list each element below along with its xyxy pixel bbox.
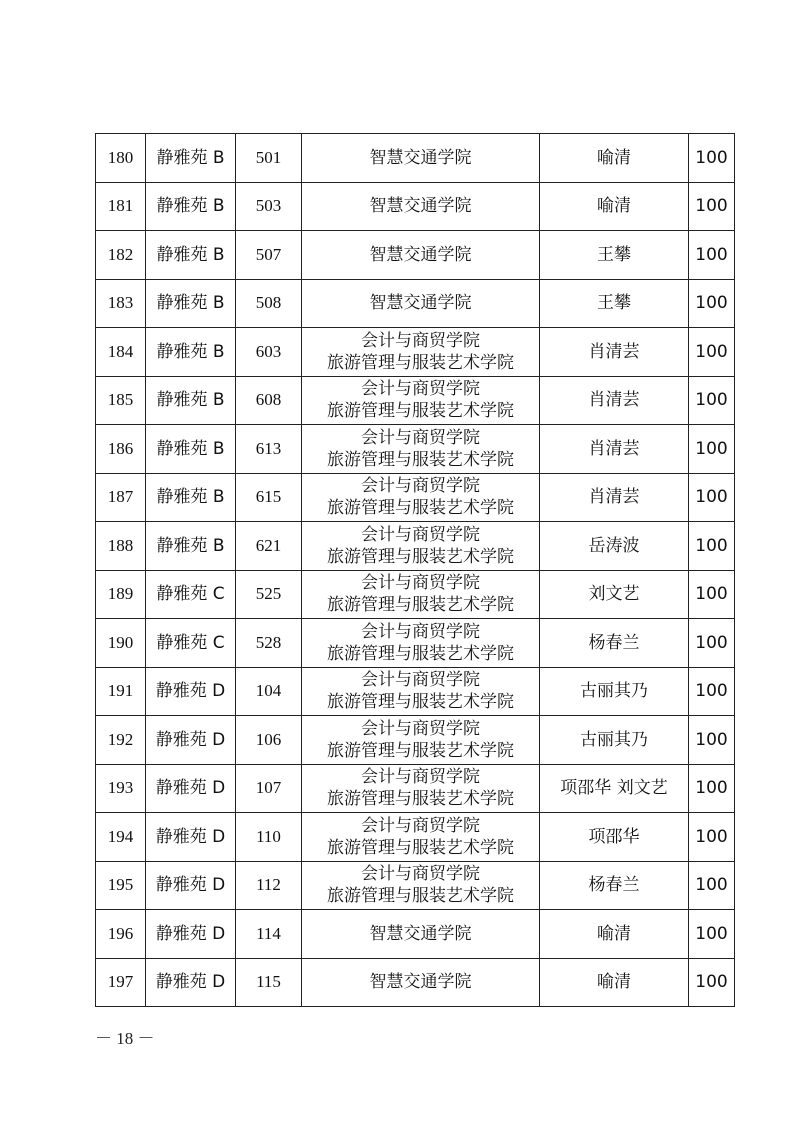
college-name: 会计与商贸学院 — [361, 670, 480, 691]
cell-room: 528 — [236, 619, 302, 668]
cell-score: 100 — [689, 376, 735, 425]
cell-college — [302, 667, 540, 716]
college-name: 智慧交通学院 — [369, 244, 472, 265]
dormitory-table — [95, 133, 735, 1007]
cell-room: 112 — [236, 861, 302, 910]
cell-college — [302, 764, 540, 813]
cell-number: 195 — [96, 861, 146, 910]
table-row — [96, 134, 735, 183]
cell-college — [302, 376, 540, 425]
college-name: 会计与商贸学院 — [361, 815, 480, 836]
cell-college — [302, 861, 540, 910]
cell-room: 114 — [236, 910, 302, 959]
cell-teacher: 肖清芸 — [540, 328, 689, 377]
cell-college — [302, 279, 540, 328]
cell-room: 525 — [236, 570, 302, 619]
college-name: 智慧交通学院 — [369, 196, 472, 217]
college-name: 旅游管理与服装艺术学院 — [327, 789, 514, 810]
cell-room: 603 — [236, 328, 302, 377]
college-name: 旅游管理与服装艺术学院 — [327, 595, 514, 616]
cell-teacher: 喻清 — [540, 958, 689, 1007]
college-name: 旅游管理与服装艺术学院 — [327, 886, 514, 907]
college-name: 旅游管理与服装艺术学院 — [327, 352, 514, 373]
college-name: 智慧交通学院 — [369, 147, 472, 168]
cell-number: 186 — [96, 425, 146, 474]
cell-building: 静雅苑 B — [146, 376, 236, 425]
cell-building: 静雅苑 B — [146, 231, 236, 280]
college-name: 旅游管理与服装艺术学院 — [327, 837, 514, 858]
college-name: 智慧交通学院 — [369, 923, 472, 944]
cell-score: 100 — [689, 764, 735, 813]
college-name: 会计与商贸学院 — [361, 427, 480, 448]
cell-teacher: 喻清 — [540, 910, 689, 959]
cell-teacher: 古丽其乃 — [540, 667, 689, 716]
cell-teacher: 项邵华 — [540, 813, 689, 862]
college-name: 会计与商贸学院 — [361, 476, 480, 497]
table-row — [96, 182, 735, 231]
table-row — [96, 376, 735, 425]
cell-college — [302, 473, 540, 522]
cell-building: 静雅苑 D — [146, 716, 236, 765]
table-row — [96, 231, 735, 280]
cell-building: 静雅苑 D — [146, 910, 236, 959]
cell-room: 613 — [236, 425, 302, 474]
cell-score: 100 — [689, 667, 735, 716]
table-row — [96, 861, 735, 910]
cell-teacher: 肖清芸 — [540, 473, 689, 522]
college-name: 旅游管理与服装艺术学院 — [327, 546, 514, 567]
cell-building: 静雅苑 B — [146, 182, 236, 231]
cell-teacher: 刘文艺 — [540, 570, 689, 619]
table-row — [96, 958, 735, 1007]
college-name: 旅游管理与服装艺术学院 — [327, 498, 514, 519]
cell-room: 110 — [236, 813, 302, 862]
cell-college — [302, 570, 540, 619]
cell-room: 503 — [236, 182, 302, 231]
cell-number: 182 — [96, 231, 146, 280]
cell-building: 静雅苑 D — [146, 667, 236, 716]
table-row — [96, 910, 735, 959]
cell-score: 100 — [689, 425, 735, 474]
cell-score: 100 — [689, 813, 735, 862]
cell-room: 107 — [236, 764, 302, 813]
cell-number: 190 — [96, 619, 146, 668]
cell-college — [302, 619, 540, 668]
cell-number: 185 — [96, 376, 146, 425]
cell-college — [302, 134, 540, 183]
cell-teacher: 肖清芸 — [540, 376, 689, 425]
college-name: 智慧交通学院 — [369, 293, 472, 314]
college-name: 旅游管理与服装艺术学院 — [327, 449, 514, 470]
page-number: － 18 － — [95, 1029, 155, 1048]
college-name: 会计与商贸学院 — [361, 330, 480, 351]
cell-college — [302, 425, 540, 474]
cell-score: 100 — [689, 958, 735, 1007]
cell-number: 184 — [96, 328, 146, 377]
cell-number: 188 — [96, 522, 146, 571]
cell-room: 501 — [236, 134, 302, 183]
cell-teacher: 项邵华 刘文艺 — [540, 764, 689, 813]
cell-teacher: 肖清芸 — [540, 425, 689, 474]
cell-college — [302, 958, 540, 1007]
college-name: 会计与商贸学院 — [361, 524, 480, 545]
table-row — [96, 425, 735, 474]
college-name: 会计与商贸学院 — [361, 864, 480, 885]
college-name: 会计与商贸学院 — [361, 573, 480, 594]
cell-score: 100 — [689, 716, 735, 765]
cell-college — [302, 813, 540, 862]
college-name: 智慧交通学院 — [369, 972, 472, 993]
cell-score: 100 — [689, 134, 735, 183]
cell-building: 静雅苑 D — [146, 764, 236, 813]
cell-room: 507 — [236, 231, 302, 280]
cell-college — [302, 716, 540, 765]
table-row — [96, 522, 735, 571]
cell-number: 193 — [96, 764, 146, 813]
college-name: 旅游管理与服装艺术学院 — [327, 643, 514, 664]
cell-teacher: 古丽其乃 — [540, 716, 689, 765]
cell-score: 100 — [689, 473, 735, 522]
cell-room: 608 — [236, 376, 302, 425]
cell-score: 100 — [689, 861, 735, 910]
cell-room: 104 — [236, 667, 302, 716]
cell-building: 静雅苑 B — [146, 425, 236, 474]
table-row — [96, 619, 735, 668]
cell-room: 615 — [236, 473, 302, 522]
cell-score: 100 — [689, 328, 735, 377]
cell-score: 100 — [689, 279, 735, 328]
cell-number: 194 — [96, 813, 146, 862]
cell-teacher: 杨春兰 — [540, 619, 689, 668]
cell-building: 静雅苑 C — [146, 619, 236, 668]
table-body — [96, 134, 735, 1007]
cell-number: 191 — [96, 667, 146, 716]
table-row — [96, 764, 735, 813]
cell-number: 180 — [96, 134, 146, 183]
cell-college — [302, 182, 540, 231]
college-name: 会计与商贸学院 — [361, 767, 480, 788]
college-name: 会计与商贸学院 — [361, 379, 480, 400]
cell-number: 192 — [96, 716, 146, 765]
table-row — [96, 570, 735, 619]
cell-teacher: 杨春兰 — [540, 861, 689, 910]
cell-building: 静雅苑 D — [146, 958, 236, 1007]
cell-college — [302, 522, 540, 571]
table-row — [96, 473, 735, 522]
cell-score: 100 — [689, 570, 735, 619]
college-name: 会计与商贸学院 — [361, 621, 480, 642]
cell-room: 508 — [236, 279, 302, 328]
cell-number: 187 — [96, 473, 146, 522]
table-row — [96, 716, 735, 765]
table-row — [96, 667, 735, 716]
table-row — [96, 813, 735, 862]
cell-score: 100 — [689, 910, 735, 959]
cell-building: 静雅苑 B — [146, 328, 236, 377]
cell-number: 197 — [96, 958, 146, 1007]
college-name: 旅游管理与服装艺术学院 — [327, 740, 514, 761]
cell-college — [302, 328, 540, 377]
cell-score: 100 — [689, 619, 735, 668]
college-name: 旅游管理与服装艺术学院 — [327, 692, 514, 713]
cell-score: 100 — [689, 182, 735, 231]
cell-building: 静雅苑 B — [146, 279, 236, 328]
table-row — [96, 279, 735, 328]
cell-score: 100 — [689, 522, 735, 571]
cell-building: 静雅苑 D — [146, 813, 236, 862]
table-row — [96, 328, 735, 377]
cell-room: 621 — [236, 522, 302, 571]
college-name: 会计与商贸学院 — [361, 718, 480, 739]
cell-teacher: 喻清 — [540, 134, 689, 183]
college-name: 旅游管理与服装艺术学院 — [327, 401, 514, 422]
cell-building: 静雅苑 C — [146, 570, 236, 619]
cell-teacher: 岳涛波 — [540, 522, 689, 571]
cell-number: 196 — [96, 910, 146, 959]
cell-score: 100 — [689, 231, 735, 280]
cell-number: 189 — [96, 570, 146, 619]
cell-number: 183 — [96, 279, 146, 328]
cell-building: 静雅苑 D — [146, 861, 236, 910]
cell-college — [302, 231, 540, 280]
cell-building: 静雅苑 B — [146, 522, 236, 571]
cell-teacher: 王攀 — [540, 231, 689, 280]
cell-teacher: 王攀 — [540, 279, 689, 328]
cell-building: 静雅苑 B — [146, 473, 236, 522]
cell-teacher: 喻清 — [540, 182, 689, 231]
cell-room: 106 — [236, 716, 302, 765]
cell-building: 静雅苑 B — [146, 134, 236, 183]
cell-number: 181 — [96, 182, 146, 231]
cell-college — [302, 910, 540, 959]
cell-room: 115 — [236, 958, 302, 1007]
